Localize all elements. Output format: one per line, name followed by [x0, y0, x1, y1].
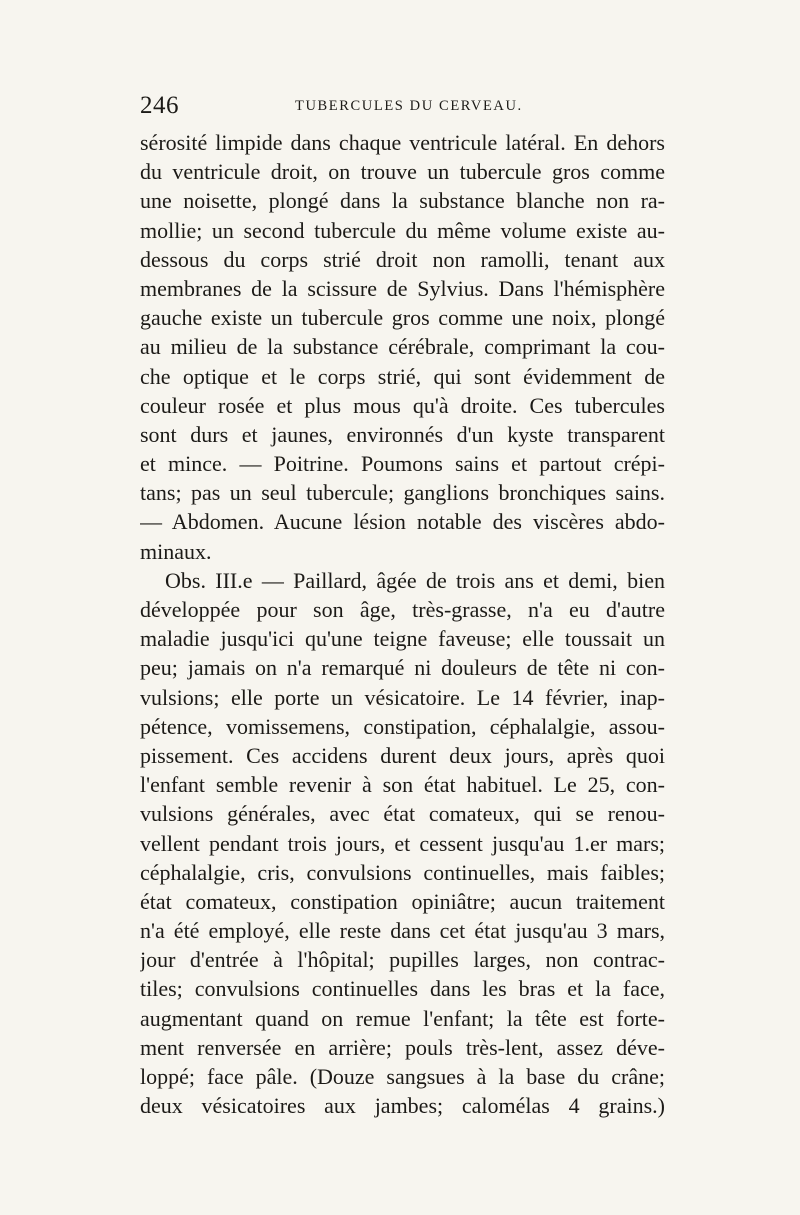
text-line: jour d'entrée à l'hôpital; pupilles larges, non contrac-	[140, 947, 665, 973]
page-header	[140, 92, 665, 124]
text-line: pissement. Ces accidens durent deux jours, après quoi	[140, 742, 665, 768]
text-line: — Abdomen. Aucune lésion notable des viscères abdo-	[140, 509, 665, 535]
text-line: peu; jamais on n'a remarqué ni douleurs de tête ni con-	[140, 655, 665, 681]
text-line: vulsions générales, avec état comateux, qui se renou-	[140, 801, 665, 827]
paragraph-observation-3	[140, 566, 665, 1121]
text-line: maladie jusqu'ici qu'une teigne faveuse; elle toussait un	[140, 626, 665, 652]
text-line: pétence, vomissemens, constipation, céphalalgie, assou-	[140, 713, 665, 739]
text-line: augmentant quand on remue l'enfant; la tête est forte-	[140, 1005, 665, 1031]
text-line: minaux.	[140, 538, 212, 564]
text-line: sérosité limpide dans chaque ventricule latéral. En dehors	[140, 130, 665, 155]
page-body	[140, 128, 665, 1120]
text-line: che optique et le corps strié, qui sont évidemment de	[140, 363, 665, 389]
text-line: gauche existe un tubercule gros comme une noix, plongé	[140, 305, 665, 331]
text-line: tiles; convulsions continuelles dans les bras et la face,	[140, 976, 665, 1002]
text-line: et mince. — Poitrine. Poumons sains et partout crépi-	[140, 451, 665, 477]
text-line: vellent pendant trois jours, et cessent jusqu'au 1.er mars;	[140, 830, 665, 856]
text-line: couleur rosée et plus mous qu'à droite. Ces tubercules	[140, 392, 665, 418]
text-line: céphalalgie, cris, convulsions continuelles, mais faibles;	[140, 859, 665, 885]
text-line: du ventricule droit, on trouve un tubercule gros comme	[140, 159, 665, 185]
text-line: dessous du corps strié droit non ramolli, tenant aux	[140, 246, 665, 272]
text-line: au milieu de la substance cérébrale, comprimant la cou-	[140, 334, 665, 360]
text-line: membranes de la scissure de Sylvius. Dans l'hémisphère	[140, 275, 665, 301]
text-line: mollie; un second tubercule du même volume existe au-	[140, 217, 665, 243]
text-line: l'enfant semble revenir à son état habituel. Le 25, con-	[140, 772, 665, 798]
text-line: sont durs et jaunes, environnés d'un kyste transparent	[140, 421, 665, 447]
text-line: loppé; face pâle. (Douze sangsues à la base du crâne;	[140, 1064, 665, 1089]
text-line: Obs. III.e — Paillard, âgée de trois ans et demi, bien	[165, 567, 665, 593]
text-line: n'a été employé, elle reste dans cet état jusqu'au 3 mars,	[140, 918, 665, 944]
text-line: une noisette, plongé dans la substance blanche non ra-	[140, 188, 665, 214]
paragraph-continuation	[140, 128, 665, 566]
text-line: vulsions; elle porte un vésicatoire. Le 14 février, inap-	[140, 684, 665, 710]
text-line: deux vésicatoires aux jambes; calomélas 4 grains.)	[140, 1093, 665, 1119]
text-line: ment renversée en arrière; pouls très-lent, assez déve-	[140, 1034, 665, 1060]
page-number: 246	[140, 92, 179, 119]
text-line: développée pour son âge, très-grasse, n'a eu d'autre	[140, 597, 665, 622]
text-line: tans; pas un seul tubercule; ganglions bronchiques sains.	[140, 480, 665, 506]
text-line: état comateux, constipation opiniâtre; aucun traitement	[140, 888, 665, 914]
running-title: TUBERCULES DU CERVEAU.	[295, 98, 523, 114]
